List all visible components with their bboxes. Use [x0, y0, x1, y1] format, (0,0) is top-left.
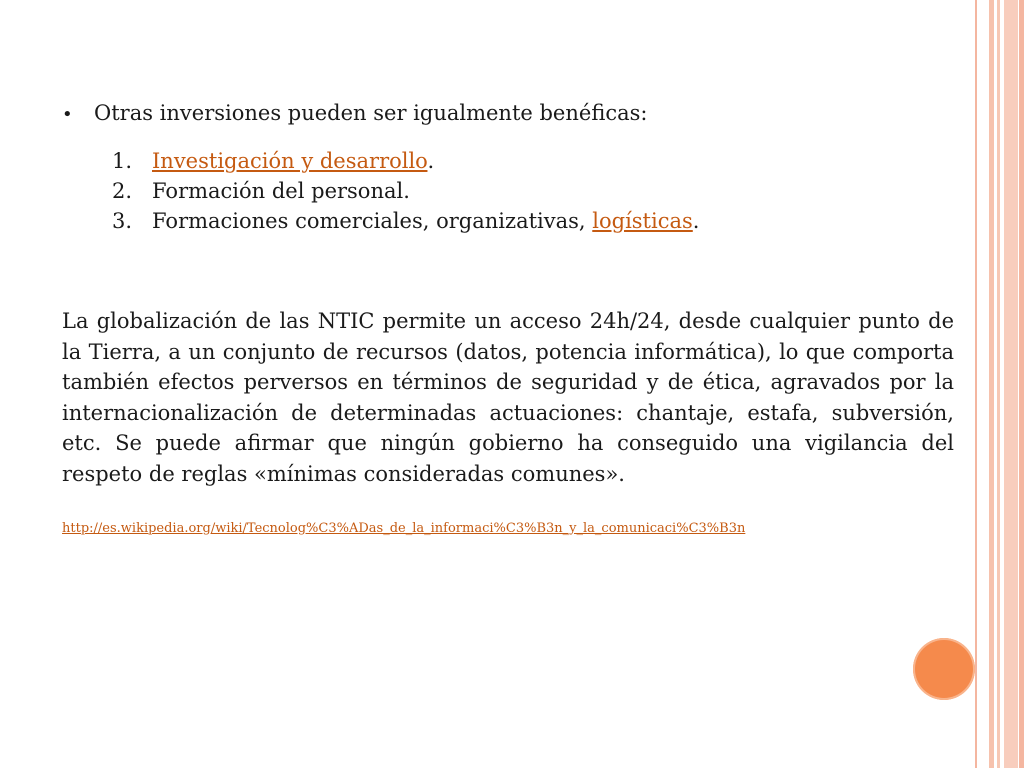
numbered-list: [112, 146, 954, 236]
body-paragraph: La globalización de las NTIC permite un acceso 24h/24, desde cualquier punto de la Tierra, a un conjunto de recursos (datos, potencia informática), lo que comporta también efectos perversos en términos de seguridad y de ética, agravados por la internacionalización de determinadas actuaciones: chantaje, estafa, subversión, etc. Se puede afirmar que ningún gobierno ha conseguido una vigilancia del respeto de reglas «mínimas consideradas comunes».: [62, 309, 954, 486]
list-item: [112, 176, 954, 206]
decorative-circle-icon: [913, 638, 975, 700]
bullet-text: Otras inversiones pueden ser igualmente benéficas:: [94, 101, 648, 125]
link-investigacion[interactable]: Investigación y desarrollo: [152, 149, 428, 173]
list-text: [152, 206, 699, 236]
list-item: [112, 146, 954, 176]
decorative-stripe: [989, 0, 994, 768]
decorative-stripe: [997, 0, 1000, 768]
list-text: [152, 146, 434, 176]
source-link[interactable]: http://es.wikipedia.org/wiki/Tecnolog%C3%ADas_de_la_informaci%C3%B3n_y_la_comunicaci%C3%B3n: [62, 521, 746, 536]
list-number: 2.: [112, 179, 133, 203]
decorative-stripe: [1004, 0, 1018, 768]
list-text: Formación del personal.: [152, 179, 410, 203]
list-number: 1.: [112, 149, 133, 173]
list-text-before: Formaciones comerciales, organizativas,: [152, 209, 593, 233]
slide-content: [62, 98, 954, 537]
list-punct: .: [692, 209, 700, 233]
list-punct: .: [427, 149, 435, 173]
list-number: 3.: [112, 209, 133, 233]
source-link-row: [62, 521, 954, 537]
bullet-item: [62, 98, 954, 136]
list-item: [112, 206, 954, 236]
decorative-stripe: [975, 0, 977, 768]
bullet-icon: •: [62, 104, 73, 125]
decorative-stripe: [1019, 0, 1024, 768]
link-logisticas[interactable]: logísticas: [592, 209, 693, 233]
